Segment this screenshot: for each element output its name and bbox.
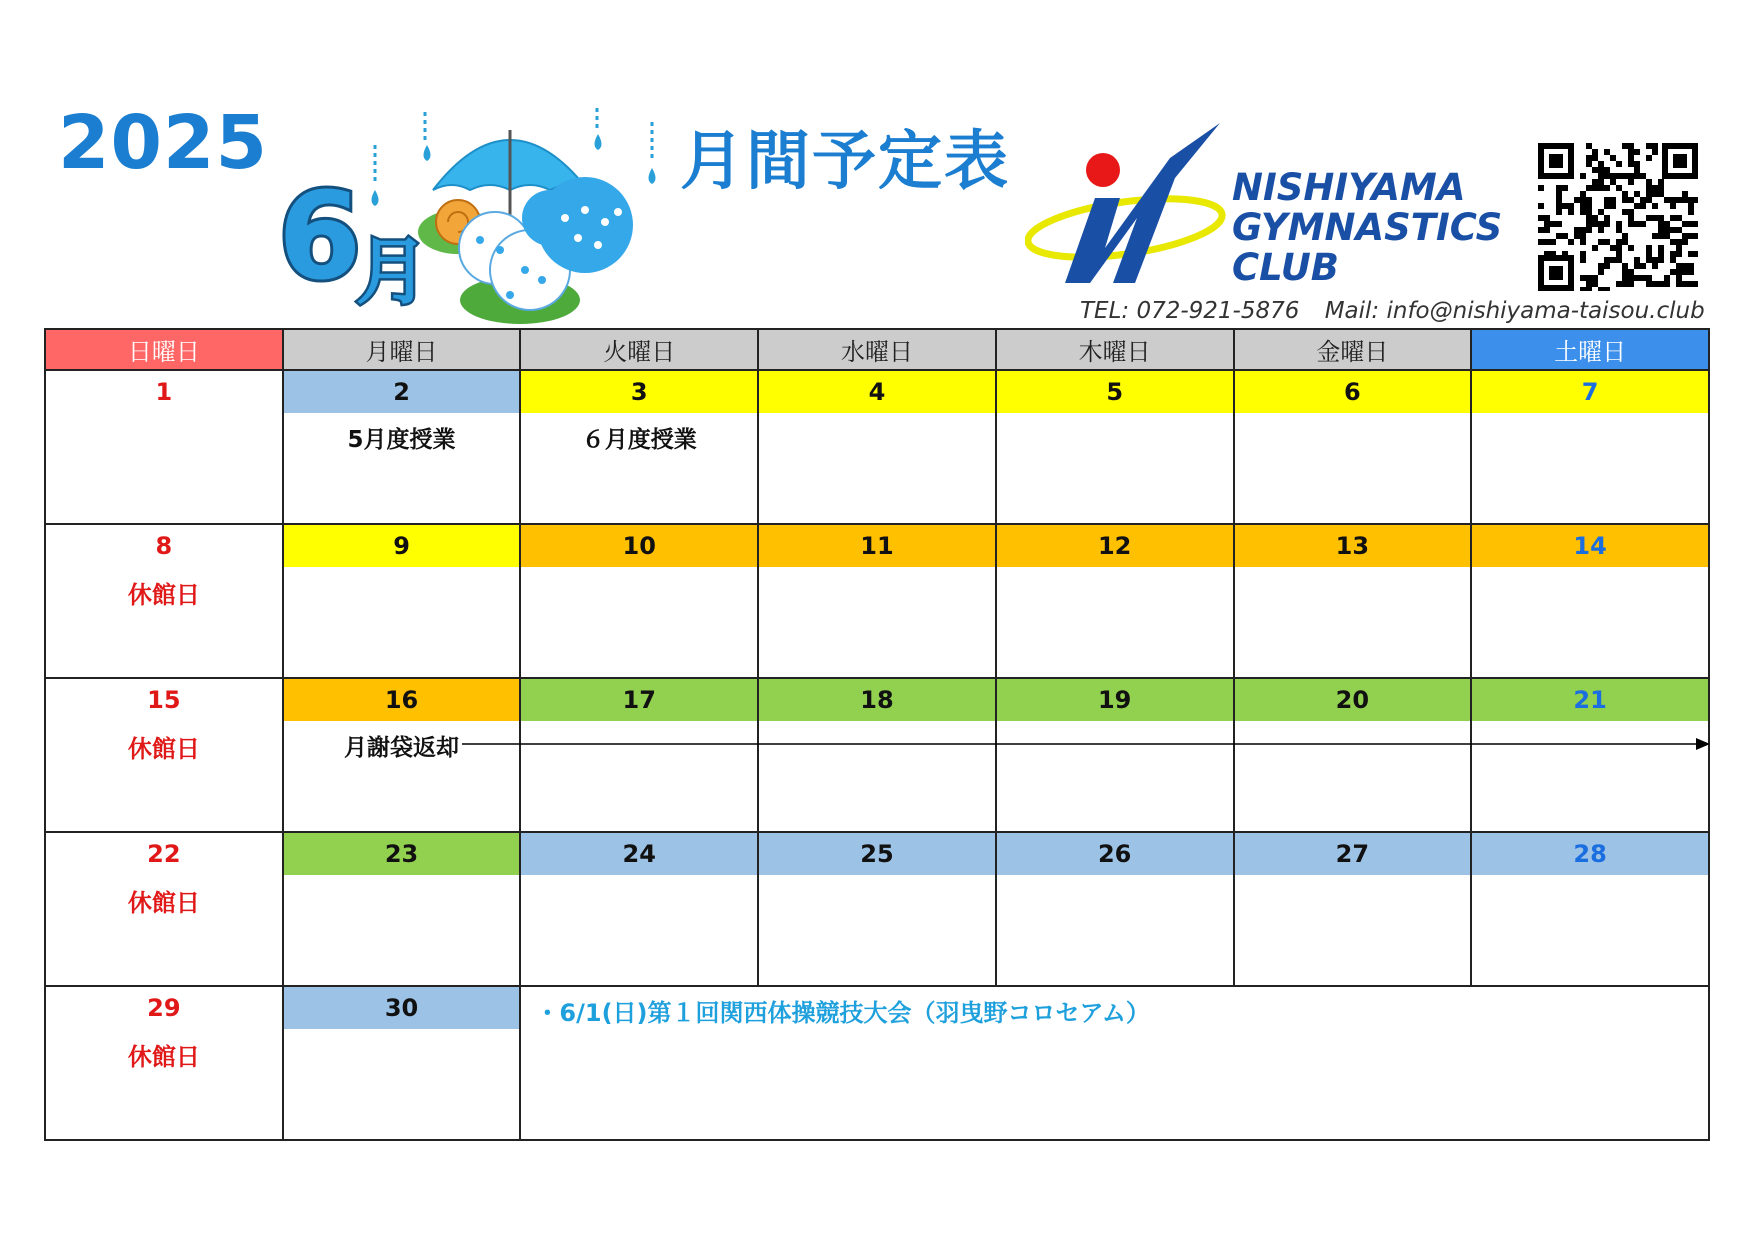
month-number: 6 xyxy=(278,168,362,307)
day-note: 5月度授業 xyxy=(347,427,456,453)
day-cell xyxy=(283,986,521,1140)
day-cell xyxy=(45,678,283,832)
day-number: 11 xyxy=(759,525,995,567)
day-cell xyxy=(758,524,996,678)
day-cell xyxy=(996,832,1234,986)
day-cell xyxy=(996,678,1234,832)
day-number: 27 xyxy=(1235,833,1471,875)
day-number: 15 xyxy=(147,686,181,714)
month-kanji: 月 xyxy=(356,230,429,314)
week-row xyxy=(45,986,1709,1140)
day-number: 14 xyxy=(1472,525,1708,567)
day-number: 12 xyxy=(997,525,1233,567)
day-number: 28 xyxy=(1472,833,1708,875)
day-note: 月謝袋返却 xyxy=(344,735,460,761)
event-note: ・6/1(日)第１回関西体操競技大会（羽曳野コロセアム） xyxy=(535,999,1150,1027)
event-notes-cell xyxy=(520,986,1709,1140)
page-title: 月間予定表 xyxy=(680,125,1010,199)
day-number: 23 xyxy=(284,833,520,875)
day-cell xyxy=(283,678,521,832)
day-cell xyxy=(996,524,1234,678)
day-cell xyxy=(1471,370,1709,524)
day-number: 7 xyxy=(1472,371,1708,413)
day-number: 24 xyxy=(521,833,757,875)
day-number: 2 xyxy=(284,371,520,413)
day-number: 1 xyxy=(155,378,173,406)
mail-text: Mail: info@nishiyama-taisou.club xyxy=(1324,298,1705,324)
weekday-thu: 木曜日 xyxy=(996,329,1234,370)
day-cell xyxy=(1234,370,1472,524)
day-cell xyxy=(1471,678,1709,832)
day-number: 30 xyxy=(284,987,520,1029)
day-number: 13 xyxy=(1235,525,1471,567)
contact-line xyxy=(1080,298,1705,324)
closed-label: 休館日 xyxy=(127,889,200,917)
day-number: 26 xyxy=(997,833,1233,875)
day-number: 18 xyxy=(759,679,995,721)
club-name-line3: CLUB xyxy=(1232,246,1339,289)
day-number: 9 xyxy=(284,525,520,567)
year-label: 2025 xyxy=(58,100,268,186)
day-number: 19 xyxy=(997,679,1233,721)
calendar-table xyxy=(44,328,1710,1141)
day-cell xyxy=(45,370,283,524)
weekday-sun: 日曜日 xyxy=(45,329,283,370)
club-logo-icon xyxy=(1025,118,1235,288)
closed-label: 休館日 xyxy=(127,581,200,609)
club-name-line1: NISHIYAMA xyxy=(1232,166,1466,209)
day-cell xyxy=(520,832,758,986)
day-cell xyxy=(283,370,521,524)
week-row xyxy=(45,524,1709,678)
day-number: 10 xyxy=(521,525,757,567)
day-cell xyxy=(283,524,521,678)
day-note: ６月度授業 xyxy=(581,427,697,453)
weekday-sat: 土曜日 xyxy=(1471,329,1709,370)
day-number: 6 xyxy=(1235,371,1471,413)
day-cell xyxy=(758,832,996,986)
day-number: 5 xyxy=(997,371,1233,413)
day-cell xyxy=(520,678,758,832)
weekday-fri: 金曜日 xyxy=(1234,329,1472,370)
day-cell xyxy=(1471,524,1709,678)
weekday-mon: 月曜日 xyxy=(283,329,521,370)
day-cell xyxy=(520,370,758,524)
weekday-tue: 火曜日 xyxy=(520,329,758,370)
day-number: 17 xyxy=(521,679,757,721)
closed-label: 休館日 xyxy=(127,1043,200,1071)
tel-text: TEL: 072-921-5876 xyxy=(1080,298,1300,324)
day-number: 29 xyxy=(147,994,181,1022)
day-cell xyxy=(283,832,521,986)
day-cell xyxy=(758,370,996,524)
day-cell xyxy=(1471,832,1709,986)
day-number: 20 xyxy=(1235,679,1471,721)
closed-label: 休館日 xyxy=(127,735,200,763)
weekday-wed: 水曜日 xyxy=(758,329,996,370)
day-cell xyxy=(45,986,283,1140)
day-cell xyxy=(45,832,283,986)
club-name-line2: GYMNASTICS xyxy=(1232,206,1503,249)
day-number: 16 xyxy=(284,679,520,721)
day-number: 4 xyxy=(759,371,995,413)
day-number: 21 xyxy=(1472,679,1708,721)
day-number: 3 xyxy=(521,371,757,413)
day-number: 8 xyxy=(155,532,173,560)
week-row xyxy=(45,832,1709,986)
day-cell xyxy=(45,524,283,678)
day-cell xyxy=(996,370,1234,524)
club-name xyxy=(1232,168,1502,288)
week-row xyxy=(45,370,1709,524)
day-number: 25 xyxy=(759,833,995,875)
week-row xyxy=(45,678,1709,832)
day-cell xyxy=(1234,678,1472,832)
day-cell xyxy=(758,678,996,832)
day-number: 22 xyxy=(147,840,181,868)
day-cell xyxy=(520,524,758,678)
day-cell xyxy=(1234,832,1472,986)
qr-code-icon xyxy=(1538,143,1698,291)
return-period-arrow xyxy=(462,737,1712,751)
weekday-header-row xyxy=(45,329,1709,370)
day-cell xyxy=(1234,524,1472,678)
